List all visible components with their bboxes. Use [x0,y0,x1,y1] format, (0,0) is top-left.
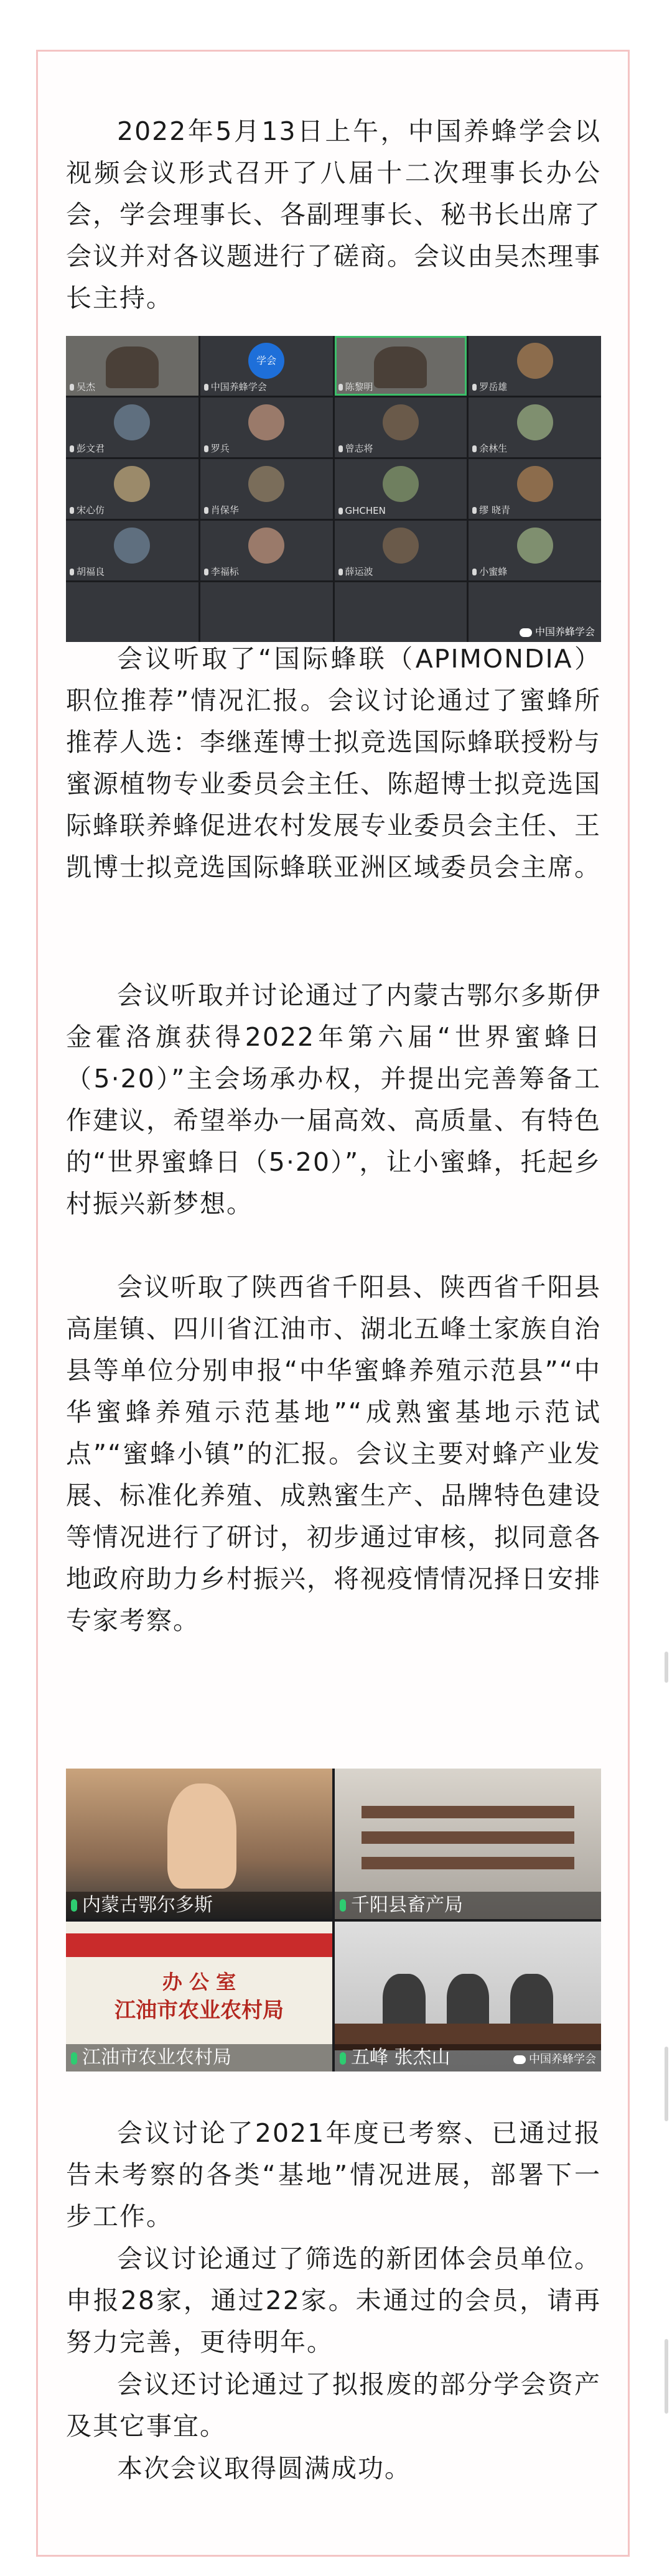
wechat-icon [513,2055,526,2064]
avatar: 学会 [248,343,284,379]
video-tile-qianyang: 千阳县畜产局 [335,1769,601,1919]
participant-name: 中国养蜂学会 [210,381,267,393]
avatar [383,404,419,440]
avatar [248,528,284,564]
participant-tile [66,336,198,396]
scroll-indicator-2[interactable] [665,2047,668,2121]
participant-name: 罗兵 [210,443,230,454]
video-grid [66,336,601,642]
participant-name: 彭文君 [77,443,105,454]
participant-name: GHCHEN [345,505,386,516]
avatar [248,466,284,502]
mic-icon [204,445,208,452]
mic-icon [472,384,477,391]
avatar [517,404,553,440]
participant-video [374,346,427,388]
avatar [383,528,419,564]
paragraph-demonstration-bases: 会议听取了陕西省千阳县、陕西省千阳县高崖镇、四川省江油市、湖北五峰土家族自治县等单位分别申报“中华蜜蜂养殖示范县”“中华蜜蜂养殖示范基地”“成熟蜜基地示范试点”“蜜蜂小镇”的汇报。会议主要对蜂产业发展、标准化养殖、成熟蜜生产、品牌特色建设等情况进行了研讨，初步通过审核，拟同意各地政府助力乡村振兴，将视疫情情况择日安排专家考察。 [66,1272,601,1635]
participant-name: 胡福良 [77,566,105,577]
participant-tile [335,521,467,580]
mic-icon [204,384,208,391]
mic-icon [338,569,343,575]
video-tile-inner-mongolia: 内蒙古鄂尔多斯 [66,1769,332,1919]
participant-tile [200,459,333,519]
participant-tile [335,336,467,396]
paragraph-world-bee-day: 会议听取并讨论通过了内蒙古鄂尔多斯伊金霍洛旗获得2022年第六届“世界蜜蜂日（5·20）”主会场承办权，并提出完善筹备工作建议，希望举办一届高效、高质量、有特色的“世界蜜蜂日（5·20）”，让小蜜蜂，托起乡村振兴新梦想。 [66,980,601,1219]
scroll-indicator-3[interactable] [665,2339,668,2414]
video-tile-jiangyou: 办 公 室 江油市农业农村局 江油市农业农村局 [66,1922,332,2072]
avatar [517,466,553,502]
mic-icon [472,507,477,514]
participant-name: 李福标 [210,566,239,577]
avatar [517,343,553,379]
participant-tile [66,521,198,580]
mic-icon [204,569,208,575]
mic-icon [338,384,343,391]
mic-icon [70,569,74,575]
mic-icon [71,2052,77,2065]
mic-icon [472,569,477,575]
mic-icon [204,507,208,514]
empty-tile [335,582,467,642]
watermark-2: 中国养蜂学会 [513,2050,596,2067]
mic-icon [472,445,477,452]
participant-tile [200,336,333,396]
watermark: 中国养蜂学会 [520,624,595,638]
mic-icon [338,508,343,514]
avatar [114,404,150,440]
paragraph-intro: 2022年5月13日上午，中国养蜂学会以视频会议形式召开了八届十二次理事长办公会，学会理事长、各副理事长、秘书长出席了会议并对各议题进行了磋商。会议由吴杰理事长主持。 [66,116,601,313]
mic-icon [340,1899,346,1912]
video-grid-2 [66,1769,601,2071]
participant-name: 陈黎明 [345,381,373,393]
mic-icon [70,445,74,452]
participant-tile [335,459,467,519]
participant-name: 曾志将 [345,443,373,454]
participant-name: 余林生 [479,443,508,454]
avatar [383,466,419,502]
empty-tile [66,582,198,642]
participant-name: 宋心仿 [77,505,105,516]
participant-tile [469,521,601,580]
mic-icon [70,507,74,514]
participant-tile [66,398,198,457]
wechat-icon [520,628,532,637]
participant-tile [469,336,601,396]
participant-name: 小蜜蜂 [479,566,508,577]
participant-name: 薛运波 [345,566,373,577]
participant-tile [200,398,333,457]
meeting-screenshot-1 [66,336,601,642]
participant-name: 吴杰 [77,381,96,393]
avatar [248,404,284,440]
paragraph-apimondia: 会议听取了“国际蜂联（APIMONDIA）职位推荐”情况汇报。会议讨论通过了蜜蜂所推荐人选：李继莲博士拟竞选国际蜂联授粉与蜜源植物专业委员会主任、陈超博士拟竞选国际蜂联养蜂促进农村发展专业委员会主任、王凯博士拟竞选国际蜂联亚洲区域委员会主席。 [66,644,601,882]
avatar [517,528,553,564]
meeting-screenshot-2 [66,1769,601,2071]
paragraph-conclusion: 本次会议取得圆满成功。 [117,2453,411,2483]
avatar [114,528,150,564]
participant-tile [469,459,601,519]
participant-tile [335,398,467,457]
participant-name: 肖保华 [210,505,239,516]
mic-icon [340,2052,346,2065]
scroll-indicator[interactable] [665,1652,668,1683]
video-tile-wufeng: 五峰 张杰山 [335,1922,601,2072]
paragraph-bases-progress: 会议讨论了2021年度已考察、已通过报告未考察的各类“基地”情况进展，部署下一步工作。 [66,2118,601,2231]
participant-tile [469,398,601,457]
participant-name: 罗岳雄 [479,381,508,393]
participant-name: 缪 晓青 [479,505,511,516]
paragraph-new-members: 会议讨论通过了筛选的新团体会员单位。申报28家，通过22家。未通过的会员，请再努力完善，更待明年。 [66,2244,601,2357]
mic-icon [70,384,74,391]
participant-tile [66,459,198,519]
participant-tile [200,521,333,580]
mic-icon [338,445,343,452]
avatar [114,466,150,502]
participant-video [106,346,159,388]
paragraph-assets: 会议还讨论通过了拟报废的部分学会资产及其它事宜。 [66,2369,601,2441]
mic-icon [71,1899,77,1912]
empty-tile [200,582,333,642]
